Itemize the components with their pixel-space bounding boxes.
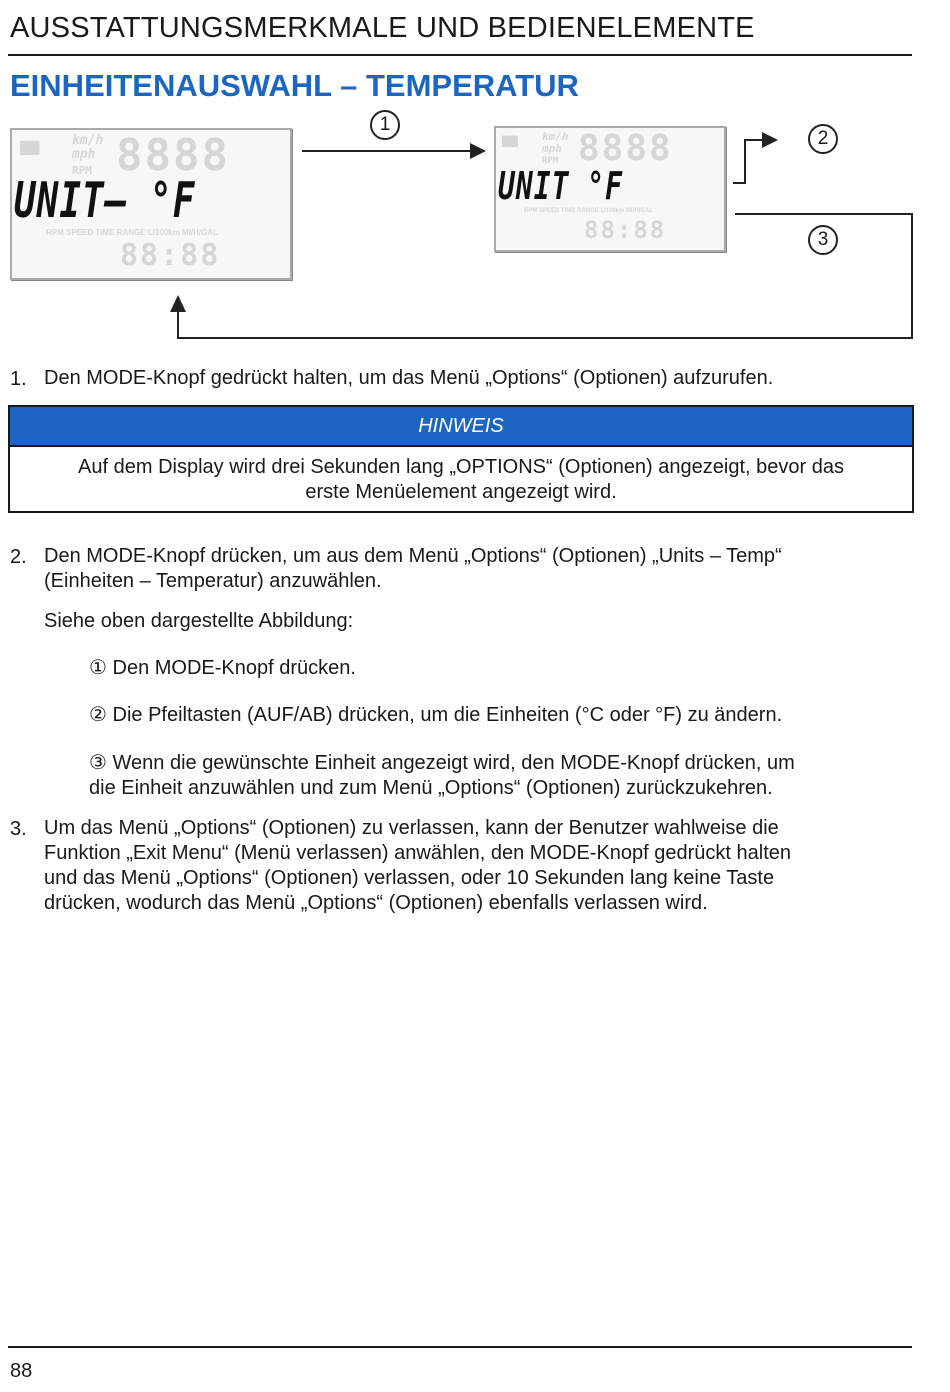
substep-1 xyxy=(89,656,356,681)
lcd-unit-text: UNIT– °F xyxy=(14,174,196,230)
arrow-step-1-head xyxy=(470,143,486,159)
step-1-text: Den MODE-Knopf gedrückt halten, um das Menü „Options“ (Optionen) aufzurufen. xyxy=(44,367,774,389)
arrow-step-3 xyxy=(178,214,912,338)
substep-2-marker: ② xyxy=(89,704,107,726)
lcd-speed-units: km/h mph xyxy=(542,130,569,155)
lcd-indicator-row: RPM SPEED TIME RANGE L/100km MI/H/GAL xyxy=(524,208,654,214)
substep-3-marker: ③ xyxy=(89,752,107,774)
step-2-line-2: (Einheiten – Temperatur) anzuwählen. xyxy=(44,570,382,592)
figure-arrows xyxy=(0,0,950,360)
step-3-line-3: und das Menü „Options“ (Optionen) verlassen, oder 10 Sekunden lang keine Taste xyxy=(44,867,775,889)
page-header-title: AUSSTATTUNGSMERKMALE UND BEDIENELEMENTE xyxy=(10,12,755,44)
lcd-indicator-row: RPM SPEED TIME RANGE L/100km MI/H/GAL xyxy=(46,228,219,237)
substep-2-text: Die Pfeiltasten (AUF/AB) drücken, um die Einheiten (°C oder °F) zu ändern. xyxy=(112,704,783,726)
step-badge-2: 2 xyxy=(808,124,838,154)
lcd-ghost-bottom: 88:88 xyxy=(120,238,221,273)
step-2-line-1: Den MODE-Knopf drücken, um aus dem Menü „Options“ (Optionen) „Units – Temp“ xyxy=(44,545,782,567)
arrow-step-2-head xyxy=(762,132,778,148)
lcd-unit-text: UNIT °F xyxy=(498,164,624,209)
page-number: 88 xyxy=(10,1360,33,1382)
arrow-step-2 xyxy=(733,140,764,183)
notice-line-1: Auf dem Display wird drei Sekunden lang „OPTIONS“ (Optionen) angezeigt, bevor das xyxy=(78,456,844,478)
arrow-step-3-head xyxy=(170,295,186,312)
step-3-number: 3. xyxy=(10,818,27,840)
substep-3 xyxy=(89,751,795,776)
step-badge-3: 3 xyxy=(808,225,838,255)
step-3-line-4: drücken, wodurch das Menü „Options“ (Optionen) ebenfalls verlassen wird. xyxy=(44,892,708,914)
see-figure-text: Siehe oben dargestellte Abbildung: xyxy=(44,610,354,632)
substep-2 xyxy=(89,703,782,728)
lcd-ghost-digits: 8888 xyxy=(116,130,230,181)
substep-1-marker: ① xyxy=(89,657,107,679)
step-1-number: 1. xyxy=(10,368,27,390)
lcd-rpm-label: RPM xyxy=(542,156,559,166)
lcd-ghost-bottom: 88:88 xyxy=(584,216,667,244)
step-3-line-1: Um das Menü „Options“ (Optionen) zu verlassen, kann der Benutzer wahlweise die xyxy=(44,817,779,839)
lcd-rpm-label: RPM xyxy=(72,164,92,177)
notice-box xyxy=(8,405,914,513)
lcd-ghost-icons: ▆▆ xyxy=(20,136,40,155)
substep-1-text: Den MODE-Knopf drücken. xyxy=(112,657,356,679)
lcd-speed-units: km/h mph xyxy=(72,133,104,162)
footer-divider xyxy=(8,1346,912,1348)
lcd-ghost-icons: ▆▆ xyxy=(502,133,518,148)
notice-line-2: erste Menüelement angezeigt wird. xyxy=(305,481,617,503)
step-3-line-2: Funktion „Exit Menu“ (Menü verlassen) anwählen, den MODE-Knopf gedrückt halten xyxy=(44,842,792,864)
substep-3-line-2: die Einheit anzuwählen und zum Menü „Options“ (Optionen) zurückzukehren. xyxy=(89,777,773,799)
step-badge-1: 1 xyxy=(370,110,400,140)
section-title: EINHEITENAUSWAHL – TEMPERATUR xyxy=(10,68,579,103)
notice-heading: HINWEIS xyxy=(10,407,912,447)
substep-3-line-1: Wenn die gewünschte Einheit angezeigt wird, den MODE-Knopf drücken, um xyxy=(112,752,795,774)
notice-body xyxy=(10,447,912,505)
step-2-number: 2. xyxy=(10,546,27,568)
lcd-ghost-digits: 8888 xyxy=(578,128,673,169)
